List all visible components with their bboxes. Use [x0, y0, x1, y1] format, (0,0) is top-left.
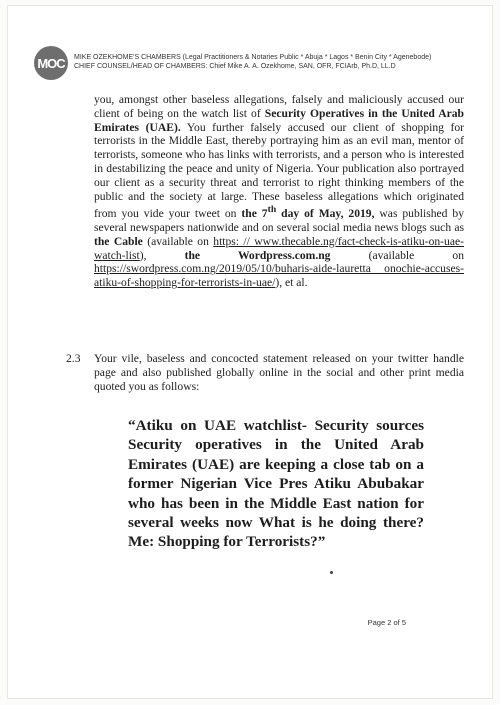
text-run: ), et al.: [275, 276, 308, 290]
letterhead: [34, 46, 494, 82]
logo-text: MOC: [37, 55, 65, 71]
text-run: you, amongst other baseless allegations, falsely and maliciously accused our client of being on the watch list of: [94, 93, 464, 120]
section-text: Your vile, baseless and concocted statement released on your twitter handle page and also published globally online in the social and other print media quoted you as follows:: [94, 352, 464, 393]
scan-speck: [330, 571, 333, 574]
section-number: 2.3: [66, 352, 81, 365]
chambers-logo: [34, 46, 68, 80]
superscript: th: [267, 204, 277, 216]
bold-run: Security Operatives in the United Arab Emirates (UAE).: [94, 106, 464, 134]
page-number: Page 2 of 5: [367, 618, 406, 627]
body-paragraph-container: [94, 93, 464, 290]
text-run: the 7: [241, 207, 268, 221]
text-run: (available on: [330, 248, 464, 262]
text-run: You further falsely accused our client of shopping for terrorists in the Middle East, thereby portraying him as an evil man, mentor of terrorists, someone who has links with terrorists, and a person who is interested in destabilizing the peace and unity of Nigeria. Your publication also portrayed our client as a security threat and terrorist to right thinking members of the public and the society at large. These baseless allegations which originated from you vide your tweet on: [94, 120, 464, 221]
text-run: day of May, 2019,: [276, 207, 375, 221]
document-page: [8, 6, 492, 698]
body-paragraph: [94, 93, 464, 290]
bold-run: [241, 204, 375, 221]
swordpress-link[interactable]: https://swordpress.com.ng/2019/05/10/buharis-aide-lauretta onochie-accuses-atiku-of-shopping-for-terrorists-in-uae/: [94, 262, 464, 290]
bold-run: the Wordpress.com.ng: [184, 248, 331, 262]
text-run: was published by several newspapers nationwide and on several social media news blogs such as: [94, 207, 464, 235]
thecable-link[interactable]: https: // www.thecable.ng/fact-check-is-atiku-on-uae-watch-list: [94, 234, 464, 262]
text-run: ),: [139, 248, 185, 262]
letterhead-line-2: CHIEF COUNSEL/HEAD OF CHAMBERS: Chief Mike A. A. Ozekhome, SAN, OFR, FCIArb, Ph.D, LL.D: [74, 63, 396, 70]
letterhead-line-1: MIKE OZEKHOME'S CHAMBERS (Legal Practitioners & Notaries Public * Abuja * Lagos * Benin City * Agenebode): [74, 54, 432, 61]
tweet-quote: “Atiku on UAE watchlist- Security sources Security operatives in the United Arab Emirates (UAE) are keeping a close tab on a former Nigerian Vice Pres Atiku Abubakar who has been in the Middle East nation for several weeks now What is he doing there? Me: Shopping for Terrorists?”: [128, 417, 424, 551]
bold-run: the Cable: [94, 234, 143, 248]
text-run: (available on: [142, 234, 214, 248]
